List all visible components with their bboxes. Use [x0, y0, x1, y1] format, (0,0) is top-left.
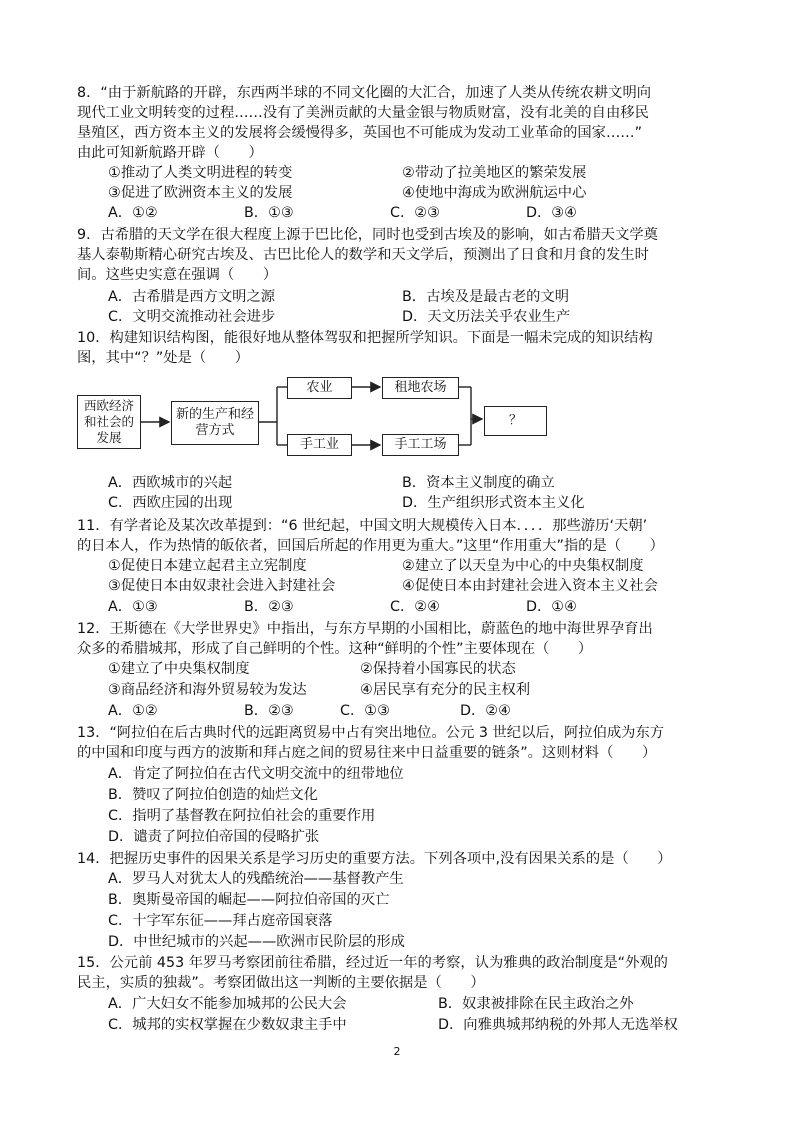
q8-statement-4: ④使地中海成为欧洲航运中心: [402, 185, 587, 201]
q9-option-a: A．古希腊是西方文明之源: [108, 289, 276, 305]
q15-stem-line2: 民主，实质的独裁”。考察团做出这一判断的主要依据是（ ）: [77, 975, 485, 991]
q8-stem-line2: 现代工业文明转变的过程……没有了美洲贡献的大量金银与物质财富，没有北美的自由移民: [77, 105, 649, 121]
q12-option-a: A．①②: [108, 703, 158, 719]
q14-option-d: D．中世纪城市的兴起——欧洲市民阶层的形成: [108, 934, 405, 950]
q10-option-b: B．资本主义制度的确立: [402, 475, 555, 491]
q11-statement-4: ④促使日本由封建社会进入资本主义社会: [402, 578, 658, 594]
q9-stem-line2: 基人泰勒斯精心研究古埃及、古巴比伦人的数学和天文学后，预测出了日食和月食的发生时: [77, 247, 649, 263]
q13-stem-line2: 的中国和印度与西方的波斯和拜占庭之间的贸易往来中日益重要的链条”。这则材料（ ）: [77, 745, 657, 761]
page-number: 2: [393, 1045, 401, 1058]
q14-stem-line1: 14．把握历史事件的因果关系是学习历史的重要方法。下列各项中,没有因果关系的是（ ）: [77, 851, 672, 867]
q12-statement-2: ②保持着小国寡民的状态: [360, 661, 516, 677]
q12-stem-line2: 众多的希腊城邦，形成了自己鲜明的个性。这种“鲜明的个性”主要体现在（ ）: [77, 641, 593, 657]
q11-stem-line1: 11．有学者论及某次改革提到：“6 世纪起，中国文明大规模传入日本．．．．那些游历‘天朝’: [77, 518, 648, 534]
q10-option-c: C．西欧庄园的出现: [108, 495, 233, 511]
diagram-box-agriculture: 农业: [287, 377, 352, 399]
q13-option-a: A．肯定了阿拉伯在古代文明交流中的纽带地位: [108, 766, 404, 782]
q12-statement-3: ③商品经济和海外贸易较为发达: [108, 682, 307, 698]
q11-statement-2: ②建立了以天皇为中心的中央集权制度: [402, 558, 644, 574]
q8-stem-line1: 8．“由于新航路的开辟，东西两半球的不同文化圈的大汇合，加速了人类从传统农耕文明向: [77, 85, 652, 101]
q15-option-c: C．城邦的实权掌握在少数奴隶主手中: [108, 1017, 347, 1033]
q10-stem-line2: 图，其中“？”处是（ ）: [77, 350, 250, 366]
diagram-box-start: 西欧经济和社会的发展: [77, 395, 141, 449]
q11-stem-line2: 的日本人，作为热情的皈依者，回国后所起的作用更为重大。”这里“作用重大”指的是（ ）: [77, 538, 664, 554]
diagram-box-handicraft: 手工业: [287, 434, 352, 456]
q10-option-a: A．西欧城市的兴起: [108, 475, 233, 491]
q11-option-c: C．②④: [390, 599, 440, 615]
q11-option-b: B．②③: [244, 599, 294, 615]
q12-statement-1: ①建立了中央集权制度: [108, 661, 250, 677]
q15-stem-line1: 15．公元前 453 年罗马考察团前往希腊，经过近一年的考察，认为雅典的政治制度是“外观的: [77, 955, 668, 971]
q8-statement-1: ①推动了人类文明进程的转变: [108, 165, 293, 181]
q8-stem-line4: 由此可知新航路开辟（ ）: [77, 145, 263, 161]
q15-option-d: D．向雅典城邦纳税的外邦人无选举权: [438, 1017, 678, 1033]
q9-option-c: C．文明交流推动社会进步: [108, 309, 276, 325]
q8-statement-2: ②带动了拉美地区的繁荣发展: [402, 165, 587, 181]
q10-stem-line1: 10．构建知识结构图，能很好地从整体驾驭和把握所学知识。下面是一幅未完成的知识结构: [77, 330, 653, 346]
diagram-box-mid: 新的生产和经营方式: [171, 401, 259, 445]
q13-option-c: C．指明了基督教在阿拉伯社会的重要作用: [108, 808, 376, 824]
q8-statement-3: ③促进了欧洲资本主义的发展: [108, 185, 293, 201]
q10-option-d: D．生产组织形式资本主义化: [402, 495, 585, 511]
q11-option-a: A．①③: [108, 599, 158, 615]
diagram-box-farm: 租地农场: [382, 377, 459, 399]
q9-stem-line1: 9．古希腊的天文学在很大程度上源于巴比伦，同时也受到古埃及的影响，如古希腊天文学奠: [77, 227, 658, 243]
diagram-box-workshop: 手工工场: [382, 434, 459, 456]
q11-statement-3: ③促使日本由奴隶社会进入封建社会: [108, 578, 336, 594]
q15-option-b: B．奴隶被排除在民主政治之外: [438, 996, 634, 1012]
diagram-box-unknown: ？: [484, 406, 547, 436]
q14-option-c: C．十字军东征——拜占庭帝国衰落: [108, 913, 333, 929]
q8-option-a: A．①②: [108, 205, 158, 221]
q13-stem-line1: 13．“阿拉伯在后古典时代的远距离贸易中占有突出地位。公元 3 世纪以后，阿拉伯成为东方: [77, 725, 665, 741]
knowledge-structure-diagram: [77, 377, 557, 467]
q15-option-a: A．广大妇女不能参加城邦的公民大会: [108, 996, 347, 1012]
q12-statement-4: ④居民享有充分的民主权利: [360, 682, 531, 698]
q14-option-a: A．罗马人对犹太人的残酷统治——基督教产生: [108, 871, 404, 887]
q12-stem-line1: 12．王斯德在《大学世界史》中指出，与东方早期的小国相比，蔚蓝色的地中海世界孕育出: [77, 621, 653, 637]
q9-option-d: D．天文历法关乎农业生产: [402, 309, 571, 325]
q8-option-d: D．③④: [526, 205, 577, 221]
q13-option-d: D．谴责了阿拉伯帝国的侵略扩张: [108, 829, 320, 845]
q12-option-d: D．②④: [460, 703, 511, 719]
q9-stem-line3: 间。这些史实意在强调（ ）: [77, 267, 278, 283]
q8-option-c: C．②③: [390, 205, 440, 221]
q8-option-b: B．①③: [244, 205, 294, 221]
q11-statement-1: ①促使日本建立起君主立宪制度: [108, 558, 307, 574]
q12-option-b: B．②③: [244, 703, 294, 719]
q13-option-b: B．赞叹了阿拉伯创造的灿烂文化: [108, 787, 318, 803]
q9-option-b: B．古埃及是最古老的文明: [402, 289, 570, 305]
q8-stem-line3: 垦殖区，西方资本主义的发展将会缓慢得多，英国也不可能成为发动工业革命的国家……”: [77, 125, 642, 141]
q14-option-b: B．奥斯曼帝国的崛起——阿拉伯帝国的灭亡: [108, 892, 390, 908]
q12-option-c: C．①③: [340, 703, 390, 719]
q11-option-d: D．①④: [526, 599, 577, 615]
